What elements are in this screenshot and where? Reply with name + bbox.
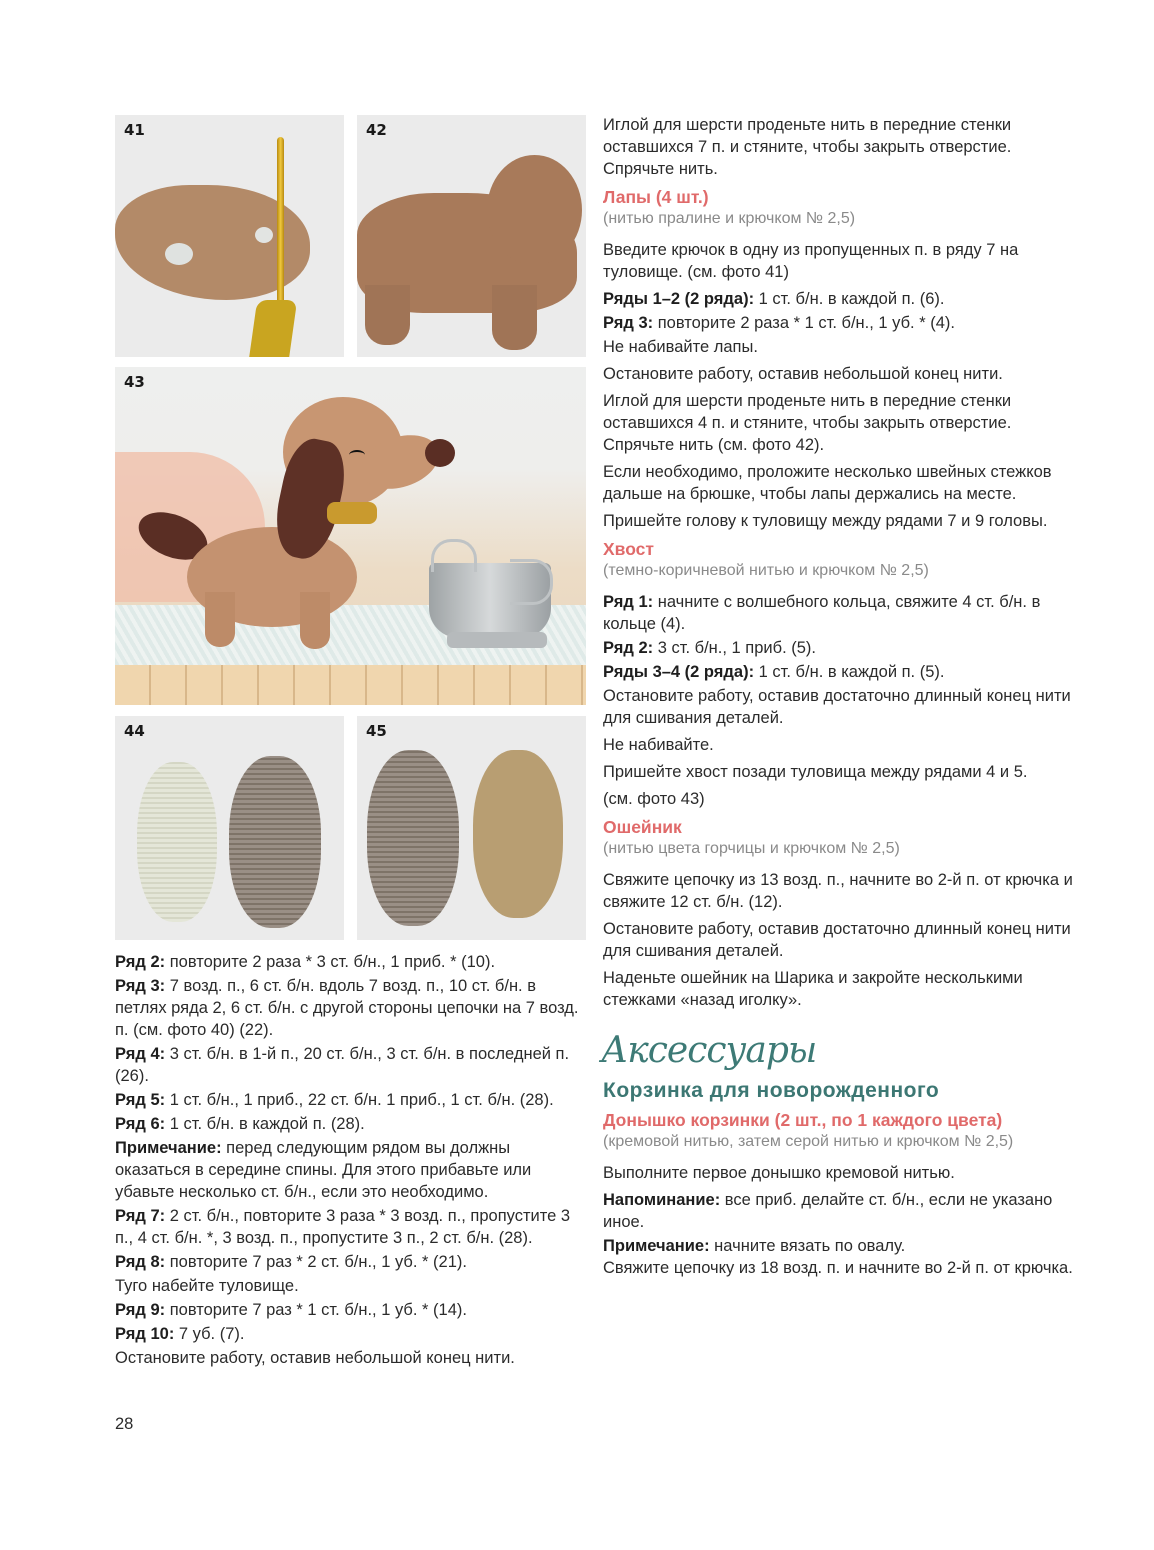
- crochet-leg: [365, 285, 410, 345]
- stuff-instruction: Туго набейте туловище.: [115, 1277, 299, 1295]
- finish-instruction: Остановите работу, оставив небольшой конец нити.: [115, 1349, 515, 1367]
- tail-attach: Пришейте хвост позади туловища между рядами 4 и 5.: [603, 763, 1028, 781]
- chapter-script-title: Аксессуары: [601, 1030, 817, 1071]
- gray-oval-base: [367, 750, 459, 926]
- tail-photo-ref: (см. фото 43): [603, 790, 705, 808]
- wooden-floor: [115, 665, 586, 705]
- basket-chain: Свяжите цепочку из 18 возд. п. и начните во 2-й п. от крючка.: [603, 1259, 1073, 1277]
- basket-first-base: Выполните первое донышко кремовой нитью.: [603, 1164, 955, 1182]
- photo-42: [357, 115, 586, 357]
- hook-handle: [249, 300, 297, 357]
- photo-43: [115, 367, 586, 705]
- section-heading-basket-base: Донышко корзинки (2 шт., по 1 каждого цвета): [603, 1110, 1003, 1130]
- note: Примечание: перед следующим рядом вы должны оказаться в середине спины. Для этого прибавьте или убавьте несколько ст. б/н., если это необходимо.: [115, 1139, 532, 1201]
- section-subheading-collar: (нитью цвета горчицы и крючком № 2,5): [603, 840, 900, 857]
- paws-row-3: Ряд 3: повторите 2 раза * 1 ст. б/н., 1 уб. * (4).: [603, 314, 955, 332]
- page-number: 28: [115, 1415, 134, 1433]
- collar-attach: Наденьте ошейник на Шарика и закройте несколькими стежками «назад иголку».: [603, 969, 1023, 1009]
- paws-intro: Введите крючок в одну из пропущенных п. в ряду 7 на туловище. (см. фото 41): [603, 241, 1019, 281]
- crochet-hump: [487, 155, 582, 265]
- right-column: [603, 114, 1073, 1284]
- photo-number: 43: [124, 373, 145, 391]
- row-10: Ряд 10: 7 уб. (7).: [115, 1325, 245, 1343]
- stuffing-hole: [255, 227, 273, 243]
- dog-ear: [268, 434, 352, 564]
- tail-row-1: Ряд 1: начните с волшебного кольца, свяжите 4 ст. б/н. в кольце (4).: [603, 593, 1041, 633]
- intro-paragraph: Иглой для шерсти проденьте нить в передние стенки оставшихся 7 п. и стяните, чтобы закрыть отверстие. Спрячьте нить.: [603, 116, 1012, 178]
- photo-41: [115, 115, 344, 357]
- dog-nose: [425, 439, 455, 467]
- section-subheading-paws: (нитью пралине и крючком № 2,5): [603, 210, 856, 227]
- project-title: Корзинка для новорожденного: [603, 1079, 940, 1102]
- row-6: Ряд 6: 1 ст. б/н. в каждой п. (28).: [115, 1115, 365, 1133]
- dog-eye: [349, 450, 365, 460]
- dog-leg: [205, 592, 235, 647]
- tail-row-2: Ряд 2: 3 ст. б/н., 1 приб. (5).: [603, 639, 817, 657]
- paws-stop: Остановите работу, оставив небольшой конец нити.: [603, 365, 1003, 383]
- row-2: Ряд 2: повторите 2 раза * 3 ст. б/н., 1 приб. * (10).: [115, 953, 496, 971]
- collar-chain: Свяжите цепочку из 13 возд. п., начните во 2-й п. от крючка и свяжите 12 ст. б/н. (12).: [603, 871, 1073, 911]
- row-8: Ряд 8: повторите 7 раз * 2 ст. б/н., 1 уб. * (21).: [115, 1253, 467, 1271]
- bucket-handle: [431, 539, 477, 572]
- bucket-handle: [510, 559, 553, 605]
- row-5: Ряд 5: 1 ст. б/н., 1 приб., 22 ст. б/н. 1 приб., 1 ст. б/н. (28).: [115, 1091, 554, 1109]
- dog-leg: [300, 592, 330, 649]
- row-3: Ряд 3: 7 возд. п., 6 ст. б/н. вдоль 7 возд. п., 10 ст. б/н. в петлях ряда 2, 6 ст. б/н. с другой стороны цепочки на 7 возд. п. (см. фото 40) (22).: [115, 977, 579, 1039]
- section-heading-collar: Ошейник: [603, 817, 682, 837]
- section-heading-paws: Лапы (4 шт.): [603, 187, 709, 207]
- left-column: [115, 951, 590, 1371]
- tail-rows-3-4: Ряды 3–4 (2 ряда): 1 ст. б/н. в каждой п. (5).: [603, 663, 945, 681]
- paws-attach-head: Пришейте голову к туловищу между рядами 7 и 9 головы.: [603, 512, 1048, 530]
- photo-number: 42: [366, 121, 387, 139]
- reminder: Напоминание: все приб. делайте ст. б/н., если не указано иное.: [603, 1191, 1053, 1231]
- tail-no-stuff: Не набивайте.: [603, 736, 714, 754]
- paws-rows-1-2: Ряды 1–2 (2 ряда): 1 ст. б/н. в каждой п. (6).: [603, 290, 945, 308]
- gray-oval-base: [229, 756, 321, 928]
- paws-stitch: Если необходимо, проложите несколько швейных стежков дальше на брюшке, чтобы лапы держались на месте.: [603, 463, 1052, 503]
- row-4: Ряд 4: 3 ст. б/н. в 1-й п., 20 ст. б/н., 3 ст. б/н. в последней п. (26).: [115, 1045, 570, 1085]
- section-subheading-basket-base: (кремовой нитью, затем серой нитью и крючком № 2,5): [603, 1133, 1014, 1150]
- basket-note: Примечание: начните вязать по овалу.: [603, 1237, 906, 1255]
- photo-number: 45: [366, 722, 387, 740]
- tail-stop: Остановите работу, оставив достаточно длинный конец нити для сшивания деталей.: [603, 687, 1071, 727]
- row-7: Ряд 7: 2 ст. б/н., повторите 3 раза * 3 возд. п., пропустите 3 п., 4 ст. б/н. *, 3 возд. п., пропустите 3 п., 2 ст. б/н. (28).: [115, 1207, 571, 1247]
- row-9: Ряд 9: повторите 7 раз * 1 ст. б/н., 1 уб. * (14).: [115, 1301, 467, 1319]
- cream-oval-base: [137, 762, 217, 922]
- cardboard-oval: [473, 750, 563, 918]
- paws-close: Иглой для шерсти проденьте нить в передние стенки оставшихся 4 п. и стяните, чтобы закрыть отверстие. Спрячьте нить (см. фото 42).: [603, 392, 1012, 454]
- section-subheading-tail: (темно-коричневой нитью и крючком № 2,5): [603, 562, 929, 579]
- photo-number: 44: [124, 722, 145, 740]
- crochet-leg: [492, 285, 537, 350]
- photo-number: 41: [124, 121, 145, 139]
- photo-44: [115, 716, 344, 940]
- photo-45: [357, 716, 586, 940]
- stuffing-hole: [165, 243, 193, 265]
- paws-note: Не набивайте лапы.: [603, 338, 758, 356]
- bucket-base: [447, 632, 547, 648]
- section-heading-tail: Хвост: [603, 539, 654, 559]
- crochet-hook-icon: [277, 137, 284, 322]
- dog-collar: [327, 502, 377, 524]
- collar-stop: Остановите работу, оставив достаточно длинный конец нити для сшивания деталей.: [603, 920, 1071, 960]
